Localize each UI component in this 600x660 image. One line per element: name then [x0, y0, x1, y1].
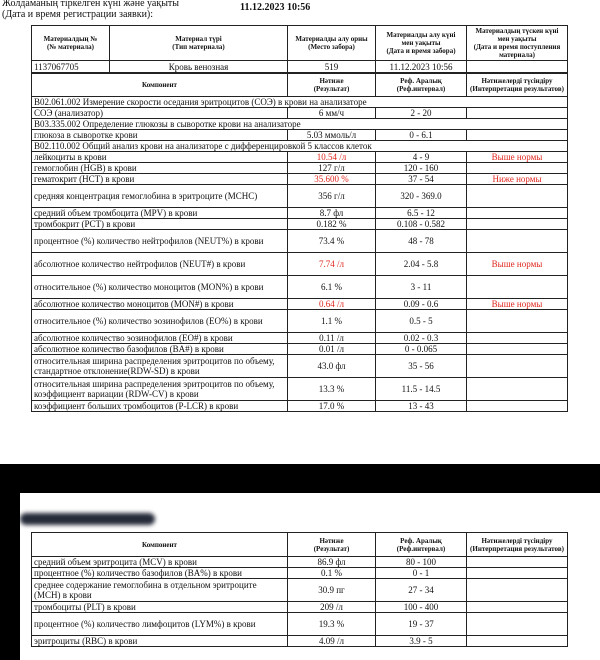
reference-range: 80 - 100: [376, 557, 467, 568]
result-row: [32, 355, 568, 378]
result-row: [32, 219, 568, 230]
result-value: 8.7 фл: [288, 208, 376, 219]
receipt-datetime-header: Материалдың түскен күні мен уақыты (Дата и время поступления материала): [467, 26, 568, 61]
result-value: 0.1 %: [288, 568, 376, 579]
component-name: глюкоза в сыворотке крови: [32, 130, 288, 141]
component-name: средний объем эритроцита (MCV) в крови: [32, 557, 288, 568]
result-row: [32, 333, 568, 344]
component-name: абсолютное количество моноцитов (MON#) в крови: [32, 299, 288, 310]
component-name: средняя концентрация гемоглобина в эритроците (MCHC): [32, 185, 288, 208]
result-value: 6 мм/ч: [288, 108, 376, 119]
result-row: [32, 602, 568, 613]
section-row: [32, 141, 568, 152]
reference-range: 0.108 - 0.582: [376, 219, 467, 230]
registration-datetime: 11.12.2023 10:56: [240, 2, 311, 13]
interpretation: Выше нормы: [467, 152, 568, 163]
interpretation: [467, 602, 568, 613]
result-row: [32, 230, 568, 253]
section-title: B03.335.002 Определение глюкозы в сыворотке крови на анализаторе: [32, 119, 568, 130]
interpretation: [467, 636, 568, 647]
interpretation: [467, 108, 568, 119]
result-row: [32, 276, 568, 299]
material-number-header: Материалдың № (№ материала): [32, 26, 110, 61]
interpretation-header: Нәтижелерді түсіндіру (Интерпретация результатов): [467, 533, 568, 557]
interpretation: [467, 185, 568, 208]
component-name: эритроциты (RBC) в крови: [32, 636, 288, 647]
result-value: 127 г/л: [288, 163, 376, 174]
result-row: [32, 401, 568, 412]
reference-range: 0 - 0.065: [376, 344, 467, 355]
component-name: коэффициент больших тромбоцитов (P-LCR) в крови: [32, 401, 288, 412]
result-row: [32, 310, 568, 333]
material-table: [31, 25, 568, 74]
result-row: [32, 163, 568, 174]
result-value: 17.0 %: [288, 401, 376, 412]
result-row: [32, 557, 568, 568]
component-name: процентное (%) количество нейтрофилов (NEUT%) в крови: [32, 230, 288, 253]
results-table-2: [31, 532, 568, 647]
results-body-1: [32, 73, 568, 412]
section-title: B02.110.002 Общий анализ крови на анализаторе с дифференцировкой 5 классов клеток: [32, 141, 568, 152]
result-row: [32, 174, 568, 185]
result-value: 356 г/л: [288, 185, 376, 208]
component-name: относительная ширина распределения эритроцитов по объему, стандартное отклонение(RDW-SD) в крови: [32, 355, 288, 378]
result-value: 43.0 фл: [288, 355, 376, 378]
component-name: лейкоциты в крови: [32, 152, 288, 163]
interpretation: Выше нормы: [467, 253, 568, 276]
result-value: 4.09 /л: [288, 636, 376, 647]
reference-range: 48 - 78: [376, 230, 467, 253]
results-body-2: [32, 533, 568, 647]
section-row: [32, 97, 568, 108]
result-value: 13.3 %: [288, 378, 376, 401]
component-name: процентное (%) количество лимфоцитов (LYM%) в крови: [32, 613, 288, 636]
component-name: гемоглобин (HGB) в крови: [32, 163, 288, 174]
material-type-header: Материал түрі (Тип материала): [110, 26, 288, 61]
result-value: 7.74 /л: [288, 253, 376, 276]
component-name: тромбоциты (PLT) в крови: [32, 602, 288, 613]
component-name: средний объем тромбоцита (MPV) в крови: [32, 208, 288, 219]
result-value: 73.4 %: [288, 230, 376, 253]
interpretation: Выше нормы: [467, 299, 568, 310]
result-row: [32, 344, 568, 355]
section-row: [32, 119, 568, 130]
section-title: B02.061.002 Измерение скорости оседания эритроцитов (СОЭ) в крови на анализаторе: [32, 97, 568, 108]
result-row: [32, 378, 568, 401]
component-header: Компонент: [32, 73, 288, 97]
interpretation: [467, 579, 568, 602]
component-name: среднее содержание гемоглобина в отдельном эритроците (MCH) в крови: [32, 579, 288, 602]
reference-range: 4 - 9: [376, 152, 467, 163]
reference-range: 11.5 - 14.5: [376, 378, 467, 401]
collection-place: 519: [288, 61, 376, 74]
results-header-row: [32, 533, 568, 557]
component-name: тромбокрит (PCT) в крови: [32, 219, 288, 230]
interpretation: [467, 163, 568, 174]
component-name: гематокрит (HCT) в крови: [32, 174, 288, 185]
reference-range: 0.09 - 0.6: [376, 299, 467, 310]
reference-range: 2.04 - 5.8: [376, 253, 467, 276]
reference-range: 0.02 - 0.3: [376, 333, 467, 344]
collection-place-header: Материалды алу орны (Место забора): [288, 26, 376, 61]
result-row: [32, 568, 568, 579]
material-number: 1137067705: [32, 61, 110, 74]
results-table-1: [31, 72, 568, 412]
result-row: [32, 208, 568, 219]
component-name: абсолютное количество базофилов (BA#) в крови: [32, 344, 288, 355]
result-value: 0.11 /л: [288, 333, 376, 344]
reference-range: 37 - 54: [376, 174, 467, 185]
result-row: [32, 636, 568, 647]
component-name: относительная ширина распределения эритроцитов по объему, коэффициент вариации (RDW-CV) в крови: [32, 378, 288, 401]
result-row: [32, 299, 568, 310]
component-header: Компонент: [32, 533, 288, 557]
material-type: Кровь венозная: [110, 61, 288, 74]
collection-datetime-header: Материалды алу күні мен уақыты (Дата и время забора): [376, 26, 467, 61]
result-row: [32, 185, 568, 208]
reference-range: 2 - 20: [376, 108, 467, 119]
result-value: 30.9 пг: [288, 579, 376, 602]
reference-range: 120 - 160: [376, 163, 467, 174]
registration-label-kk: Жолдаманың тіркелген күні және уақыты: [2, 0, 180, 9]
reference-range: 27 - 34: [376, 579, 467, 602]
interpretation: [467, 310, 568, 333]
result-row: [32, 579, 568, 602]
result-value: 6.1 %: [288, 276, 376, 299]
result-value: 1.1 %: [288, 310, 376, 333]
reference-range: 0.5 - 5: [376, 310, 467, 333]
reference-range: 6.5 - 12: [376, 208, 467, 219]
result-value: 5.03 ммоль/л: [288, 130, 376, 141]
interpretation-header: Нәтижелерді түсіндіру (Интерпретация результатов): [467, 73, 568, 97]
interpretation: [467, 333, 568, 344]
result-row: [32, 152, 568, 163]
interpretation: [467, 219, 568, 230]
result-header: Нәтиже (Результат): [288, 533, 376, 557]
report-page-2: [20, 493, 600, 660]
results-header-row: [32, 73, 568, 97]
interpretation: [467, 613, 568, 636]
reference-range: 13 - 43: [376, 401, 467, 412]
reference-range: 19 - 37: [376, 613, 467, 636]
result-value: 35.600 %: [288, 174, 376, 185]
component-name: абсолютное количество нейтрофилов (NEUT#) в крови: [32, 253, 288, 276]
component-name: относительное (%) количество моноцитов (MON%) в крови: [32, 276, 288, 299]
interpretation: [467, 276, 568, 299]
reference-range: 100 - 400: [376, 602, 467, 613]
result-value: 0.01 /л: [288, 344, 376, 355]
component-name: СОЭ (анализатор): [32, 108, 288, 119]
reference-range: 35 - 56: [376, 355, 467, 378]
component-name: относительное (%) количество эозинофилов (EO%) в крови: [32, 310, 288, 333]
result-value: 19.3 %: [288, 613, 376, 636]
material-header-row: [32, 26, 568, 61]
interpretation: [467, 344, 568, 355]
result-header: Нәтиже (Результат): [288, 73, 376, 97]
interpretation: Ниже нормы: [467, 174, 568, 185]
reference-range: 0 - 6.1: [376, 130, 467, 141]
result-value: 0.182 %: [288, 219, 376, 230]
component-name: процентное (%) количество базофилов (BA%) в крови: [32, 568, 288, 579]
interpretation: [467, 378, 568, 401]
reference-header: Реф. Аралық (Реф.интервал): [376, 533, 467, 557]
reference-range: 0 - 1: [376, 568, 467, 579]
reference-range: 320 - 369.0: [376, 185, 467, 208]
component-name: абсолютное количество эозинофилов (EO#) в крови: [32, 333, 288, 344]
result-value: 0.64 /л: [288, 299, 376, 310]
interpretation: [467, 568, 568, 579]
reference-range: 3 - 11: [376, 276, 467, 299]
interpretation: [467, 208, 568, 219]
result-row: [32, 130, 568, 141]
result-row: [32, 108, 568, 119]
result-row: [32, 253, 568, 276]
interpretation: [467, 401, 568, 412]
redacted-patient-name: [20, 513, 155, 525]
result-value: 10.54 /л: [288, 152, 376, 163]
result-value: 86.9 фл: [288, 557, 376, 568]
result-row: [32, 613, 568, 636]
result-value: 209 /л: [288, 602, 376, 613]
interpretation: [467, 230, 568, 253]
interpretation: [467, 130, 568, 141]
reference-range: 3.9 - 5: [376, 636, 467, 647]
collection-datetime: 11.12.2023 10:56: [376, 61, 467, 74]
reference-header: Реф. Аралық (Реф.интервал): [376, 73, 467, 97]
interpretation: [467, 355, 568, 378]
interpretation: [467, 557, 568, 568]
registration-label-ru: (Дата и время регистрации заявки):: [2, 9, 154, 20]
